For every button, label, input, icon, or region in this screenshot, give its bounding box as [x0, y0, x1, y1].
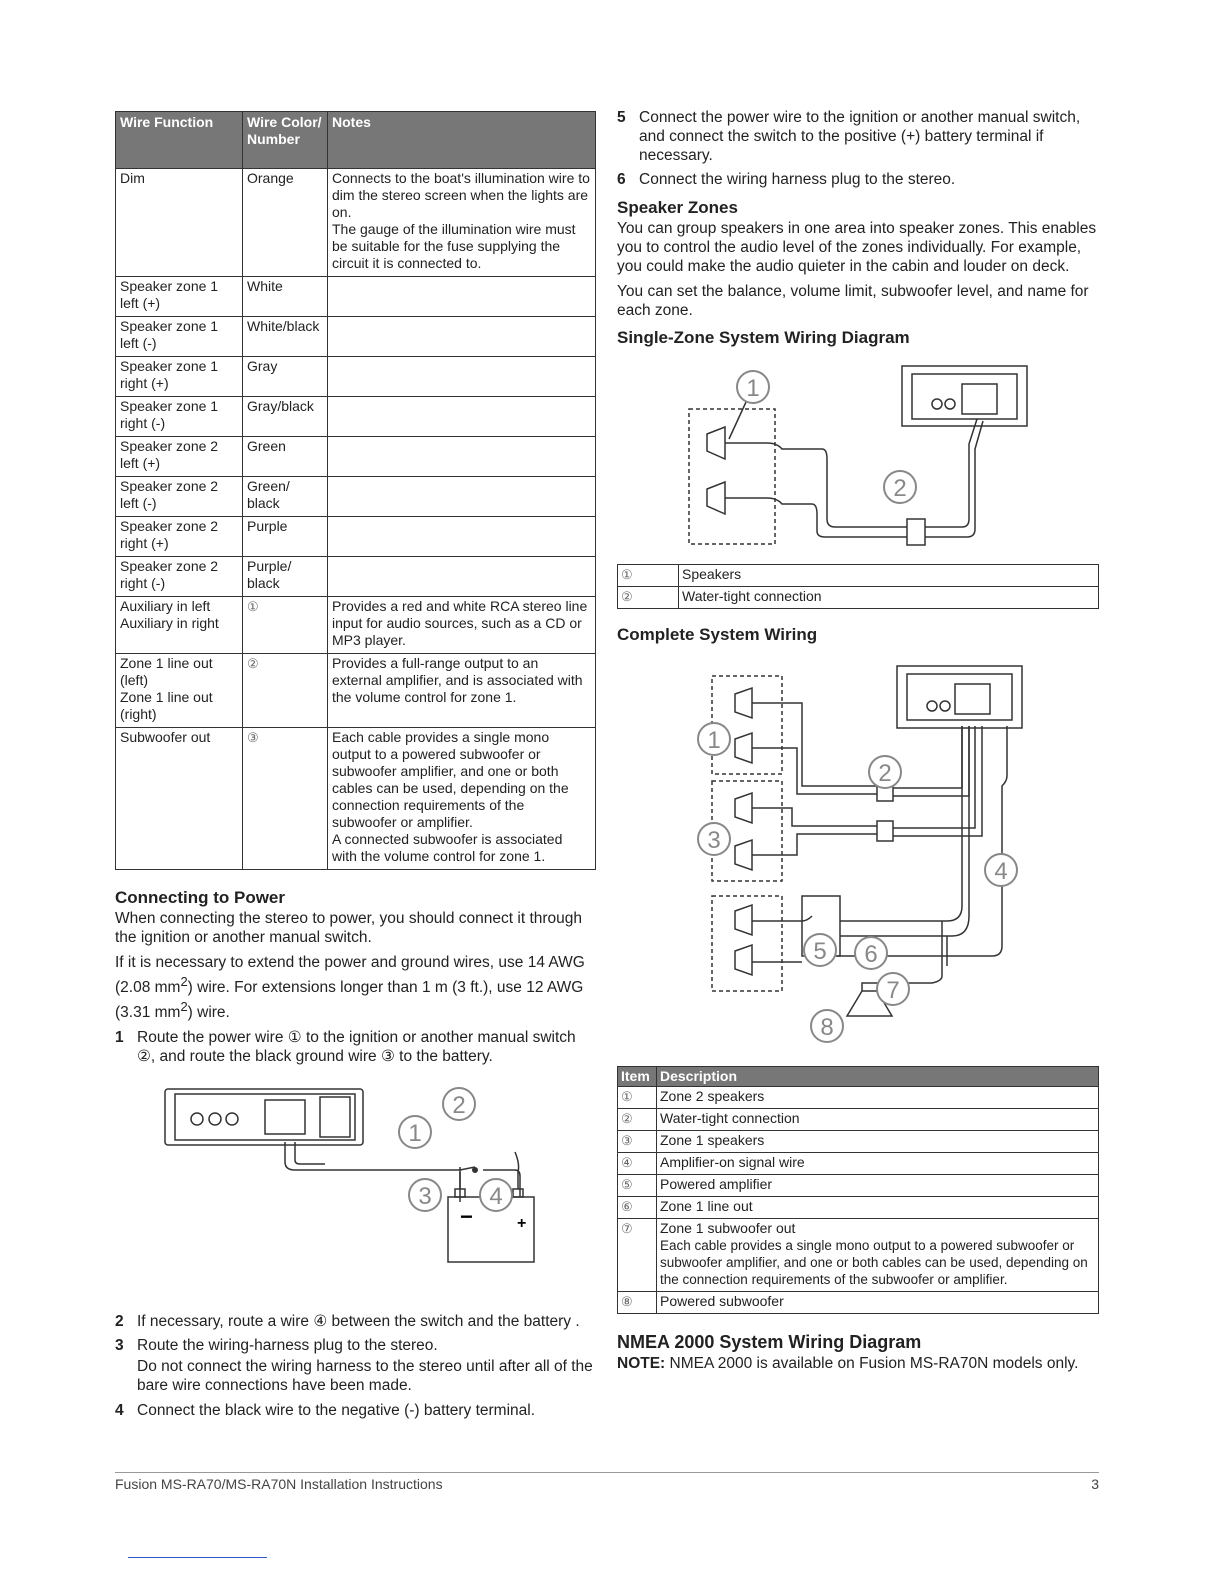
notes-cell	[328, 437, 596, 477]
description-text: Amplifier-on signal wire	[660, 1154, 805, 1170]
table-row	[116, 728, 596, 870]
table-row	[116, 169, 596, 277]
legend-row	[618, 1131, 1099, 1153]
item-cell: ②	[618, 587, 679, 609]
notes-text: Provides a red and white RCA stereo line input for audio sources, such as a CD or MP3 player.	[332, 598, 588, 648]
notes-cell	[328, 597, 596, 654]
text: ) wire.	[187, 1004, 230, 1022]
callout-3: 3	[418, 1183, 432, 1211]
note-text: NMEA 2000 is available on Fusion MS-RA70N models only.	[665, 1355, 1079, 1372]
notes-cell	[328, 317, 596, 357]
description-text: Zone 1 subwoofer out	[660, 1220, 796, 1236]
wire-color-cell: ②	[243, 654, 328, 728]
wire-function-cell: Speaker zone 1 right (+)	[116, 357, 243, 397]
superscript: 2	[180, 974, 188, 989]
note-label: NOTE:	[617, 1355, 666, 1372]
battery-negative-terminal: −	[460, 1204, 473, 1230]
step-number: 4	[115, 1402, 124, 1420]
callout-4: 4	[489, 1183, 503, 1211]
step-number: 2	[115, 1313, 124, 1331]
legend-row	[618, 1197, 1099, 1219]
complete-system-diagram	[617, 646, 1099, 1066]
step-text: Connect the power wire to the ignition or another manual switch, and connect the switch to the positive (+) battery terminal if necessary.	[639, 109, 1081, 164]
step-text: If necessary, route a wire ④ between the switch and the battery .	[137, 1313, 580, 1331]
description-text: Zone 1 speakers	[660, 1132, 765, 1148]
table-row	[116, 357, 596, 397]
table-row	[116, 517, 596, 557]
complete-system-heading: Complete System Wiring	[617, 625, 818, 644]
callout-1: 1	[408, 1120, 422, 1148]
notes-cell	[328, 477, 596, 517]
legend-row	[618, 1153, 1099, 1175]
item-cell: ⑤	[618, 1175, 657, 1197]
callout-4: 4	[994, 858, 1008, 885]
notes-text: Provides a full-range output to an external amplifier, and is associated with the volume control for zone 1.	[332, 655, 583, 705]
callout-1: 1	[707, 727, 721, 754]
header-description: Description	[657, 1067, 1099, 1087]
description-detail: Each cable provides a single mono output to a powered subwoofer or subwoofer amplifier, and one or both cables can be used, depending on the connection requirements of the subwoofer or amplifier.	[660, 1238, 1088, 1287]
legend-row	[618, 1087, 1099, 1109]
callout-2: 2	[452, 1092, 466, 1120]
description-cell	[657, 1109, 1099, 1131]
wire-function-cell: Zone 1 line out (left) Zone 1 line out (right)	[116, 654, 243, 728]
step-3	[115, 1336, 596, 1355]
connecting-power-section	[115, 888, 596, 1420]
item-cell: ④	[618, 1153, 657, 1175]
notes-cell	[328, 654, 596, 728]
step-3-note: Do not connect the wiring harness to the stereo until after all of the bare wire connections have been made.	[137, 1358, 593, 1395]
item-cell: ①	[618, 565, 679, 587]
item-cell: ⑦	[618, 1219, 657, 1292]
wire-color-cell: Green/ black	[243, 477, 328, 517]
callout-8: 8	[820, 1014, 834, 1041]
item-cell: ⑧	[618, 1292, 657, 1314]
single-zone-diagram	[617, 349, 1099, 559]
description-text: Powered subwoofer	[660, 1293, 784, 1309]
wire-function-cell: Speaker zone 1 right (-)	[116, 397, 243, 437]
description-cell: Speakers	[679, 565, 1099, 587]
description-cell	[657, 1153, 1099, 1175]
wire-color-cell: Orange	[243, 169, 328, 277]
callout-7: 7	[886, 977, 900, 1004]
wire-function-cell: Speaker zone 2 right (+)	[116, 517, 243, 557]
description-cell	[657, 1131, 1099, 1153]
step-2	[115, 1312, 596, 1331]
complete-system-legend-table	[617, 1066, 1099, 1314]
notes-cell	[328, 169, 596, 277]
description-cell	[657, 1087, 1099, 1109]
notes-text: The gauge of the illumination wire must be suitable for the fuse supplying the circuit it is connected to.	[332, 221, 576, 271]
notes-cell	[328, 397, 596, 437]
step-text: Connect the black wire to the negative (-) battery terminal.	[137, 1402, 536, 1420]
paragraph: You can set the balance, volume limit, subwoofer level, and name for each zone.	[617, 283, 1089, 319]
table-row	[116, 654, 596, 728]
description-text: Zone 2 speakers	[660, 1088, 765, 1104]
notes-text: Connects to the boat's illumination wire to dim the stereo screen when the lights are on.	[332, 170, 590, 220]
wire-function-cell: Speaker zone 1 left (+)	[116, 277, 243, 317]
legend-row	[618, 587, 1099, 609]
header-wire-function: Wire Function	[116, 112, 243, 169]
description-cell: Water-tight connection	[679, 587, 1099, 609]
notes-text: A connected subwoofer is associated with the volume control for zone 1.	[332, 831, 563, 864]
table-row	[116, 277, 596, 317]
notes-cell	[328, 728, 596, 870]
callout-1: 1	[746, 375, 760, 402]
footer-title: Fusion MS-RA70/MS-RA70N Installation Instructions	[115, 1476, 443, 1492]
speaker-zones-heading: Speaker Zones	[617, 198, 738, 217]
callout-2: 2	[893, 475, 907, 502]
wire-function-cell: Speaker zone 1 left (-)	[116, 317, 243, 357]
wire-color-cell: ①	[243, 597, 328, 654]
wire-function-cell: Speaker zone 2 left (-)	[116, 477, 243, 517]
nmea-heading: NMEA 2000 System Wiring Diagram	[617, 1332, 922, 1352]
legend-row	[618, 1292, 1099, 1314]
notes-cell	[328, 557, 596, 597]
table-row	[116, 397, 596, 437]
battery-positive-terminal: +	[517, 1215, 527, 1233]
table-row	[116, 317, 596, 357]
description-text: Water-tight connection	[660, 1110, 800, 1126]
wire-function-table	[115, 111, 596, 870]
step-number: 3	[115, 1337, 124, 1355]
description-cell	[657, 1292, 1099, 1314]
single-zone-heading: Single-Zone System Wiring Diagram	[617, 328, 910, 347]
table-row	[116, 557, 596, 597]
step-number: 1	[115, 1029, 124, 1047]
wire-function-cell: Speaker zone 2 left (+)	[116, 437, 243, 477]
legend-row	[618, 1219, 1099, 1292]
step-6	[617, 170, 1099, 189]
item-cell: ③	[618, 1131, 657, 1153]
table-row	[116, 477, 596, 517]
wire-function-cell: Auxiliary in left Auxiliary in right	[116, 597, 243, 654]
item-cell: ②	[618, 1109, 657, 1131]
wire-color-cell: White	[243, 277, 328, 317]
step-text: Route the power wire ① to the ignition or another manual switch ②, and route the black ground wire ③ to the battery.	[137, 1029, 576, 1066]
notes-text: Each cable provides a single mono output to a powered subwoofer or subwoofer amplifier, and one or both cables can be used, depending on the connection requirements of the subwoofer or amplifier.	[332, 729, 569, 830]
description-cell	[657, 1175, 1099, 1197]
description-text: Powered amplifier	[660, 1176, 773, 1192]
superscript: 2	[180, 999, 188, 1015]
step-number: 5	[617, 109, 626, 126]
wire-color-cell: ③	[243, 728, 328, 870]
page-number: 3	[1091, 1476, 1099, 1492]
step-text: Route the wiring-harness plug to the stereo.	[137, 1337, 438, 1355]
paragraph: When connecting the stereo to power, you should connect it through the ignition or another manual switch.	[115, 910, 583, 946]
wire-color-cell: Gray	[243, 357, 328, 397]
callout-2: 2	[878, 760, 892, 787]
item-cell: ①	[618, 1087, 657, 1109]
notes-cell	[328, 277, 596, 317]
step-5	[617, 108, 1099, 165]
table-row	[116, 437, 596, 477]
notes-cell	[328, 357, 596, 397]
text: ) wire. For extensions longer than 1 m (3 ft.), use 12 AWG (3.31 mm	[115, 979, 584, 1022]
right-column	[617, 108, 1099, 1379]
text: If it is necessary to extend the power and ground wires, use 14 AWG (2.08 mm	[115, 954, 585, 997]
wire-function-cell: Speaker zone 2 right (-)	[116, 557, 243, 597]
header-item: Item	[618, 1067, 657, 1087]
callout-3: 3	[707, 827, 721, 854]
legend-row	[618, 1109, 1099, 1131]
wire-color-cell: Purple/ black	[243, 557, 328, 597]
page-footer	[115, 1472, 1099, 1492]
legend-row	[618, 565, 1099, 587]
wire-color-cell: Purple	[243, 517, 328, 557]
description-cell	[657, 1219, 1099, 1292]
wire-color-cell: Green	[243, 437, 328, 477]
step-number: 6	[617, 171, 626, 188]
description-cell	[657, 1197, 1099, 1219]
header-wire-color: Wire Color/ Number	[243, 112, 328, 169]
callout-5: 5	[813, 938, 827, 965]
wire-color-cell: Gray/black	[243, 397, 328, 437]
paragraph-wire-gauge	[115, 953, 596, 1022]
table-row	[116, 597, 596, 654]
item-cell: ⑥	[618, 1197, 657, 1219]
step-1	[115, 1028, 596, 1066]
power-wiring-diagram	[115, 1072, 596, 1302]
nmea-note	[617, 1354, 1099, 1373]
step-text: Connect the wiring harness plug to the stereo.	[639, 171, 956, 188]
step-4	[115, 1401, 596, 1420]
callout-6: 6	[864, 941, 878, 968]
header-notes: Notes	[328, 112, 596, 169]
wire-function-cell: Subwoofer out	[116, 728, 243, 870]
wire-color-cell: White/black	[243, 317, 328, 357]
paragraph: You can group speakers in one area into speaker zones. This enables you to control the audio level of the zones individually. For example, you could make the audio quieter in the cabin and louder on deck.	[617, 220, 1097, 275]
description-text: Zone 1 line out	[660, 1198, 753, 1214]
notes-cell	[328, 517, 596, 557]
legend-row	[618, 1175, 1099, 1197]
left-column	[115, 111, 596, 1425]
divider	[128, 1557, 267, 1558]
single-zone-legend-table	[617, 564, 1099, 609]
section-heading: Connecting to Power	[115, 888, 285, 907]
wire-function-cell: Dim	[116, 169, 243, 277]
